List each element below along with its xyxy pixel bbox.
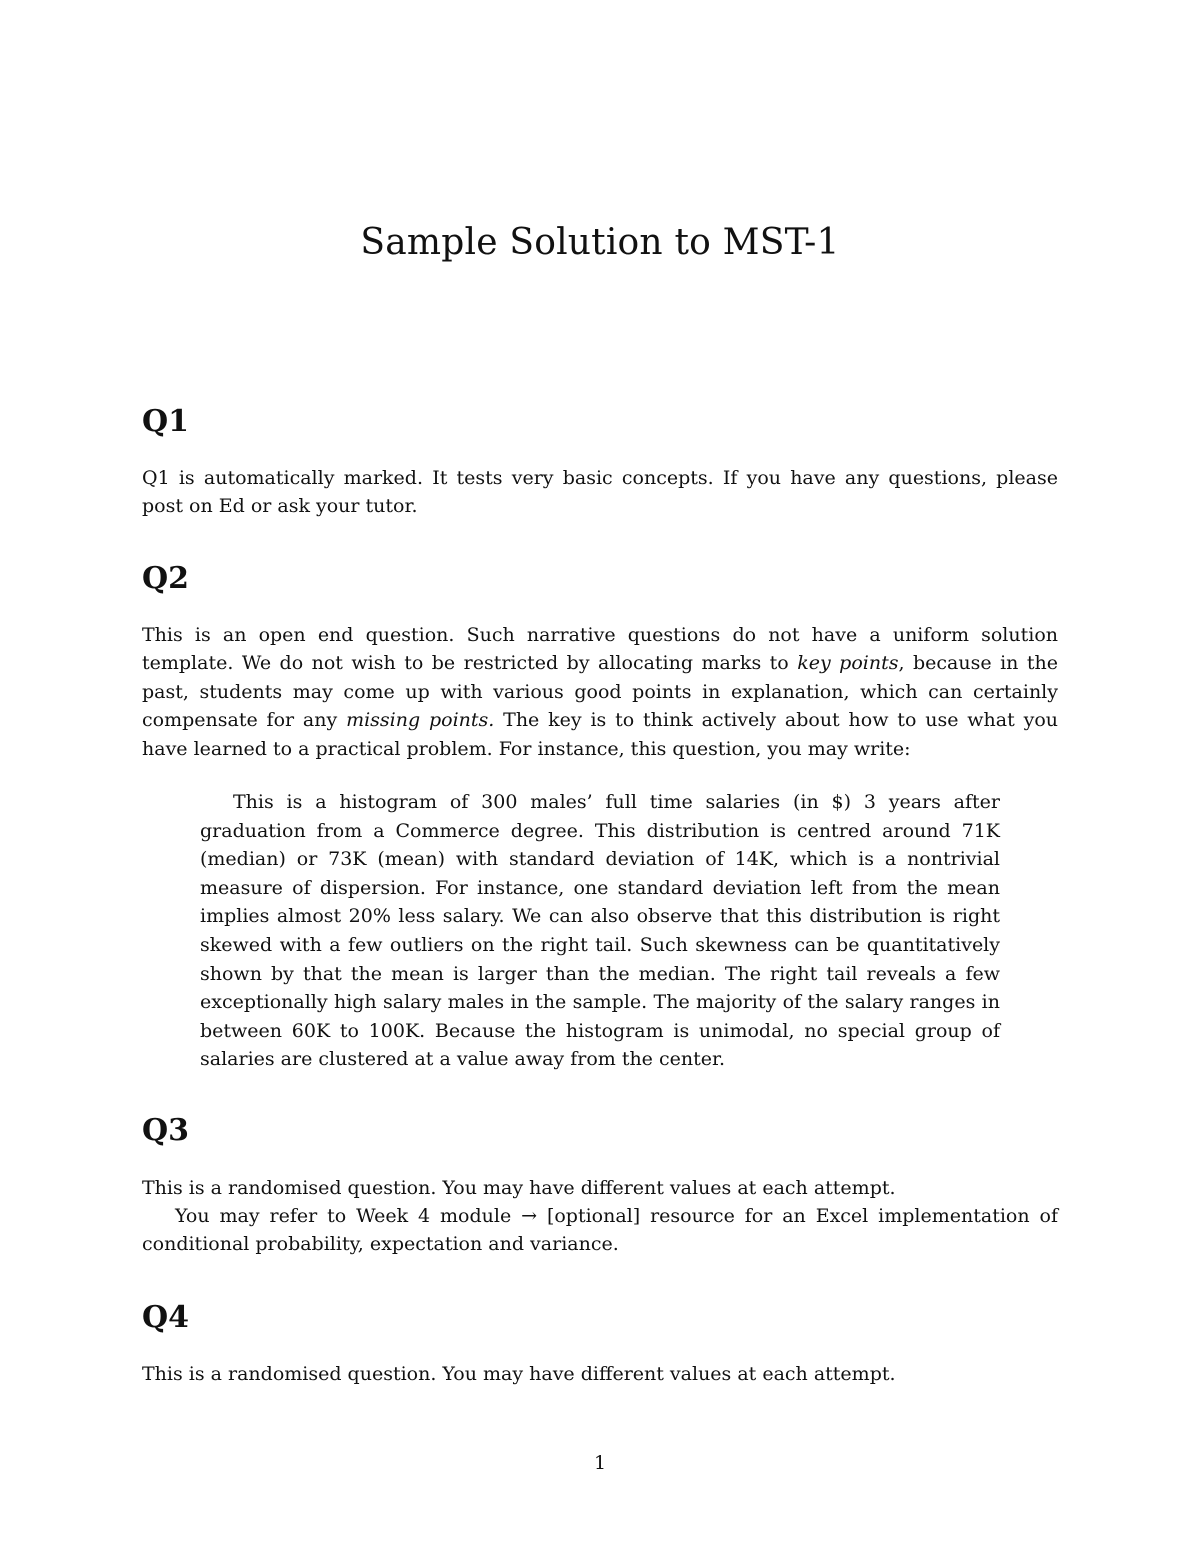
page-number: 1 [593,1452,607,1474]
q2-emphasis-missing-points: missing points. [346,709,495,732]
q3-paragraph-2: You may refer to Week 4 module → [optional] resource for an Excel implementation of conditional probability, expectation and variance. [142,1205,1058,1256]
q2-paragraph [142,621,1058,763]
section-heading-q1: Q1 [142,404,190,439]
section-heading-q2: Q2 [142,561,190,596]
q2-paragraph-text-3: The key is to think actively about how to use what you have learned to a practical problem. For instance, this question, you may write: [142,709,1058,760]
section-heading-q3: Q3 [142,1113,190,1148]
document-title: Sample Solution to MST-1 [360,222,840,263]
q1-paragraph: Q1 is automatically marked. It tests very basic concepts. If you have any questions, please post on Ed or ask your tutor. [142,467,1058,518]
q2-sample-answer-quote: This is a histogram of 300 males’ full time salaries (in $) 3 years after graduation from a Commerce degree. This distribution is centred around 71K (median) or 73K (mean) with standard deviation of 14K, which is a nontrivial measure of dispersion. For instance, one standard deviation left from the mean implies almost 20% less salary. We can also observe that this distribution is right skewed with a few outliers on the right tail. Such skewness can be quantitatively shown by that the mean is larger than the median. The right tail reveals a few exceptionally high salary males in the sample. The majority of the salary ranges in between 60K to 100K. Because the histogram is unimodal, no special group of salaries are clustered at a value away from the center. [200,791,1000,1071]
q2-emphasis-key-points: key points [797,652,899,675]
q2-paragraph-text-1: This is an open end question. Such narrative questions do not have a uniform solution template. We do not wish to be restricted by allocating marks to [142,624,1058,675]
q2-paragraph-text-2: , because in the past, students may come up with various good points in explanation, which can certainly compensate for any [142,652,1058,732]
q4-paragraph: This is a randomised question. You may have different values at each attempt. [142,1363,896,1385]
q3-paragraph-1: This is a randomised question. You may have different values at each attempt. [142,1177,896,1199]
section-heading-q4: Q4 [142,1300,190,1335]
